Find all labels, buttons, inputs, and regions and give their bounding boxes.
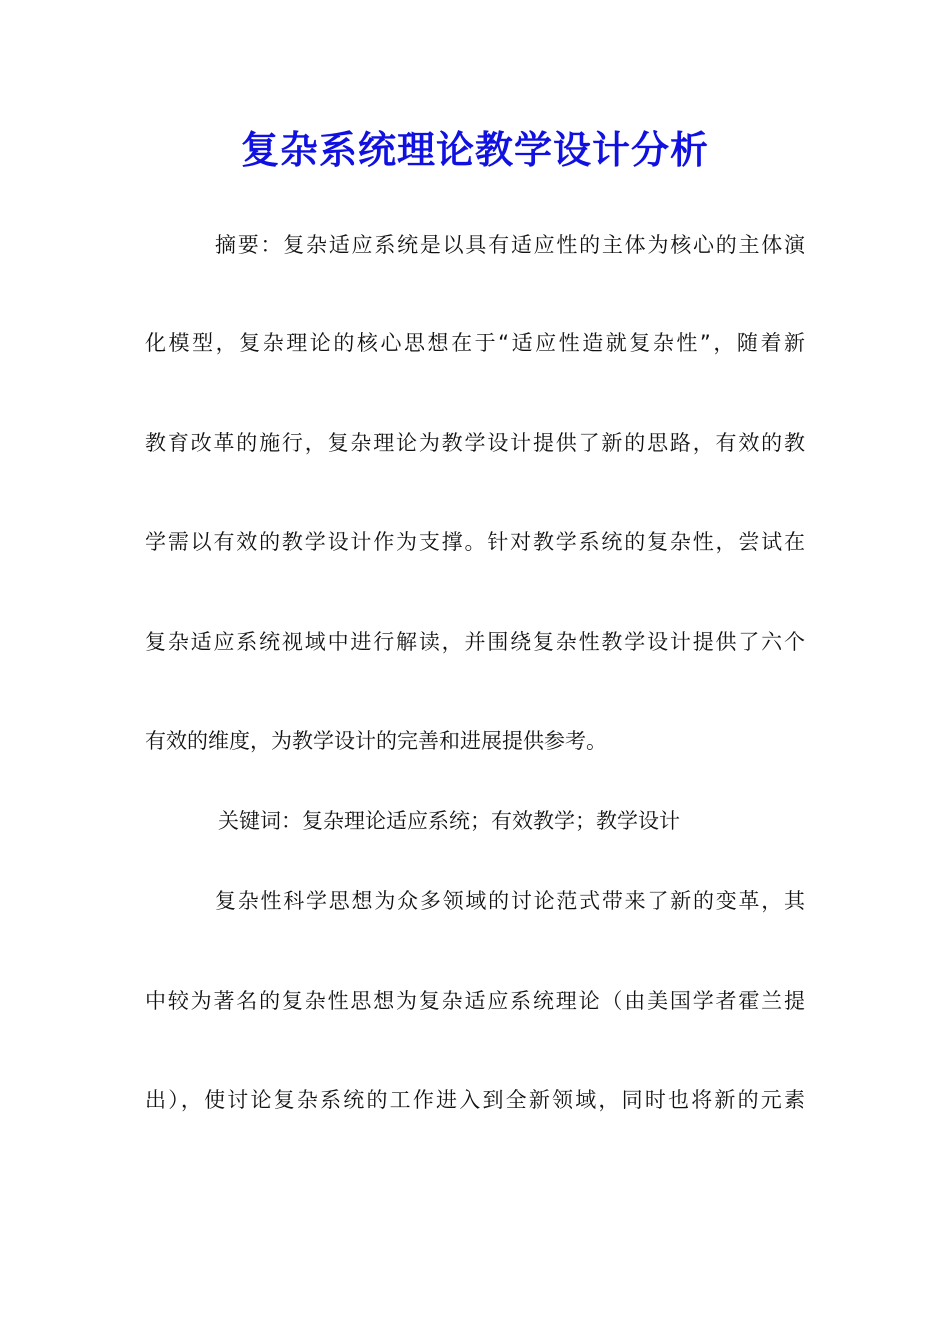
abstract-line-1: 摘要：复杂适应系统是以具有适应性的主体为核心的主体演: [215, 233, 805, 257]
body-line-1: 复杂性科学思想为众多领域的讨论范式带来了新的变革，其: [215, 889, 805, 913]
abstract-line-5: 复杂适应系统视域中进行解读，并围绕复杂性教学设计提供了六个: [145, 630, 805, 654]
abstract-line-4: 学需以有效的教学设计作为支撑。针对教学系统的复杂性，尝试在: [145, 530, 805, 554]
keywords-line: 关键词：复杂理论适应系统；有效教学；教学设计: [218, 809, 680, 833]
abstract-line-3: 教育改革的施行，复杂理论为教学设计提供了新的思路，有效的教: [145, 431, 805, 455]
body-line-2: 中较为著名的复杂性思想为复杂适应系统理论（由美国学者霍兰提: [145, 989, 805, 1013]
document-title: 复杂系统理论教学设计分析: [240, 127, 709, 172]
abstract-line-6: 有效的维度，为教学设计的完善和进展提供参考。: [145, 729, 607, 753]
body-line-3: 出），使讨论复杂系统的工作进入到全新领域，同时也将新的元素: [145, 1088, 805, 1112]
abstract-line-2: 化模型，复杂理论的核心思想在于“适应性造就复杂性”，随着新: [145, 331, 805, 355]
